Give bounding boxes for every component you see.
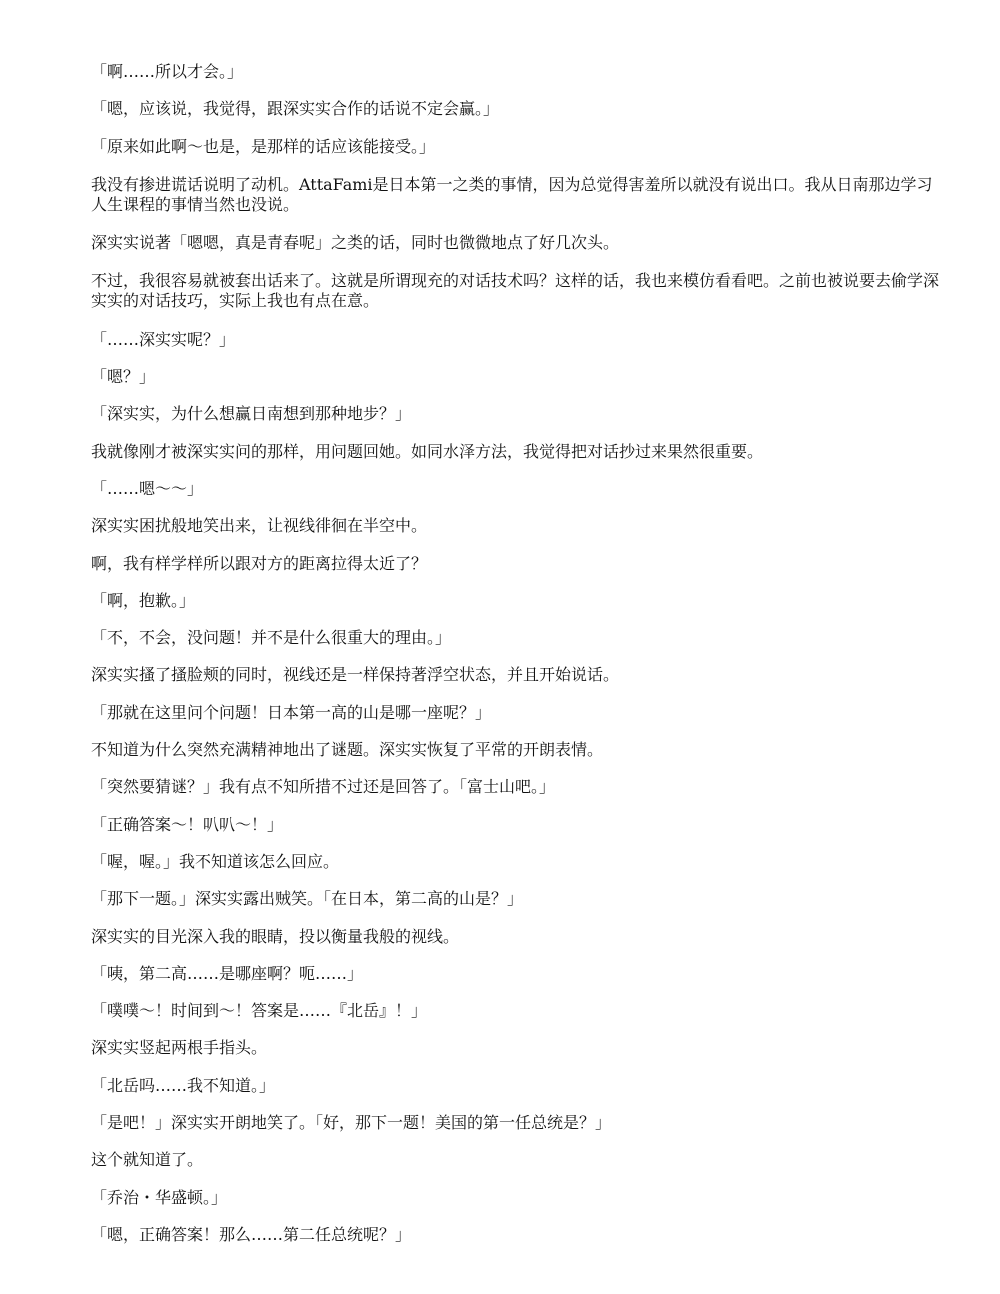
dialogue-paragraph: 「咦，第二高……是哪座啊？呃……」 — [91, 963, 364, 983]
dialogue-paragraph: 「北岳吗……我不知道。」 — [91, 1075, 276, 1095]
dialogue-paragraph: 「突然要猜谜？」我有点不知所措不过还是回答了。「富士山吧。」 — [91, 777, 556, 797]
dialogue-paragraph: 「嗯，正确答案！那么……第二任总统呢？」 — [91, 1224, 412, 1244]
narration-paragraph: 深实实的目光深入我的眼睛，投以衡量我般的视线。 — [91, 926, 460, 946]
narration-paragraph: 我就像刚才被深实实问的那样，用问题回她。如同水泽方法，我觉得把对话抄过来果然很重要。 — [91, 441, 764, 461]
dialogue-paragraph: 「噗噗～！时间到～！答案是……『北岳』！」 — [91, 1001, 428, 1021]
dialogue-paragraph: 「那下一题。」深实实露出贼笑。「在日本，第二高的山是？」 — [91, 889, 524, 909]
narration-paragraph: 深实实搔了搔脸颊的同时，视线还是一样保持著浮空状态，并且开始说话。 — [91, 665, 620, 685]
narration-paragraph: 啊，我有样学样所以跟对方的距离拉得太近了？ — [91, 553, 428, 573]
dialogue-paragraph: 「正确答案～！叭叭～！」 — [91, 814, 284, 834]
narration-paragraph: 深实实困扰般地笑出来，让视线徘徊在半空中。 — [91, 516, 428, 536]
narration-paragraph: 不过，我很容易就被套出话来了。这就是所谓现充的对话技术吗？这样的话，我也来模仿看看吧。之前也被说要去偷学深实实的对话技巧，实际上我也有点在意。 — [91, 271, 940, 311]
dialogue-paragraph: 「原来如此啊～也是，是那样的话应该能接受。」 — [91, 136, 436, 156]
dialogue-paragraph: 「啊，抱歉。」 — [91, 590, 196, 610]
narration-paragraph: 深实实竖起两根手指头。 — [91, 1038, 268, 1058]
dialogue-paragraph: 「嗯，应该说，我觉得，跟深实实合作的话说不定会赢。」 — [91, 99, 500, 119]
dialogue-paragraph: 「乔治・华盛顿。」 — [91, 1187, 228, 1207]
narration-paragraph: 我没有掺进谎话说明了动机。AttaFami是日本第一之类的事情，因为总觉得害羞所以就没有说出口。我从日南那边学习人生课程的事情当然也没说。 — [91, 174, 933, 214]
dialogue-paragraph: 「深实实，为什么想赢日南想到那种地步？」 — [91, 404, 412, 424]
novel-text-body — [91, 63, 943, 1263]
dialogue-paragraph: 「不，不会，没问题！并不是什么很重大的理由。」 — [91, 628, 452, 648]
dialogue-paragraph: 「嗯？」 — [91, 367, 156, 387]
narration-paragraph: 不知道为什么突然充满精神地出了谜题。深实实恢复了平常的开朗表情。 — [91, 740, 604, 760]
dialogue-paragraph: 「……嗯～～」 — [91, 478, 204, 498]
narration-paragraph: 深实实说著「嗯嗯，真是青春呢」之类的话，同时也微微地点了好几次头。 — [91, 233, 620, 253]
dialogue-paragraph: 「是吧！」深实实开朗地笑了。「好，那下一题！美国的第一任总统是？」 — [91, 1113, 612, 1133]
dialogue-paragraph: 「喔，喔。」我不知道该怎么回应。 — [91, 851, 340, 871]
dialogue-paragraph: 「那就在这里问个问题！日本第一高的山是哪一座呢？」 — [91, 702, 492, 722]
dialogue-paragraph: 「啊……所以才会。」 — [91, 62, 244, 81]
narration-paragraph: 这个就知道了。 — [91, 1150, 204, 1170]
dialogue-paragraph: 「……深实实呢？」 — [91, 329, 236, 349]
